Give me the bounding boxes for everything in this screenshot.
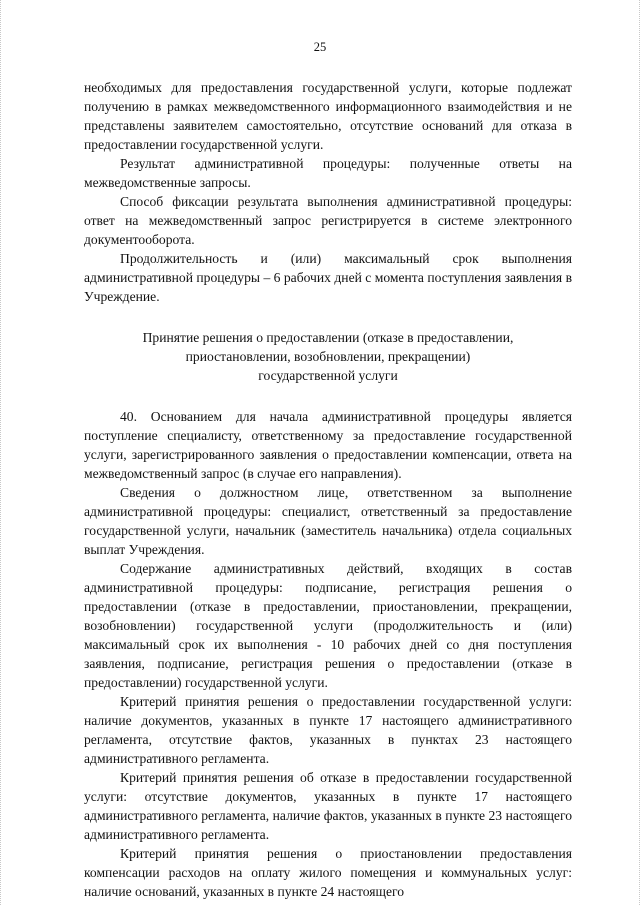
paragraph: Сведения о должностном лице, ответственном за выполнение административной процедуры: специалист, ответственный за предоставление государственной услуги, начальник (заместитель начальника) отдела социальных выплат Учреждения. [84,485,572,557]
paragraph: необходимых для предоставления государственной услуги, которые подлежат получению в рамках межведомственного информационного взаимодействия и не представлены заявителем самостоятельно, отсутствие оснований для отказа в предоставлении государственной услуги. [84,80,572,152]
page-number: 25 [313,40,327,54]
paragraph: Продолжительность и (или) максимальный срок выполнения административной процедуры – 6 рабочих дней с момента поступления заявления в Учреждение. [84,251,572,304]
scan-edge-left [0,0,7,905]
section-heading-line: государственной услуги [258,368,398,383]
paragraph: 40. Основанием для начала административной процедуры является поступление специалисту, ответственному за предоставление государственной услуги, зарегистрированного заявления о предоставлении компенсации, ответа на межведомственный запрос (в случае его направления). [84,409,572,481]
document-body [84,78,572,901]
paragraph: Содержание административных действий, входящих в состав административной процедуры: подписание, регистрация решения о предоставлении (отказе в предоставлении, приостановлении, прекращении, возобновлении) государственной услуги (продолжительность и (или) максимальный срок их выполнения - 10 рабочих дней со дня поступления заявления, подписание, регистрация решения о предоставлении (отказе в предоставлении) государственной услуги. [84,561,572,690]
paragraph: Результат административной процедуры: полученные ответы на межведомственные запросы. [84,156,572,190]
paragraph: Критерий принятия решения о предоставлении государственной услуги: наличие документов, указанных в пункте 17 настоящего административного регламента, отсутствие фактов, указанных в пунктах 23 настоящего административного регламента. [84,694,572,766]
paragraph: Критерий принятия решения об отказе в предоставлении государственной услуги: отсутствие документов, указанных в пункте 17 настоящего административного регламента, наличие фактов, указанных в пункте 23 настоящего административного регламента. [84,770,572,842]
section-heading [84,328,572,385]
paragraph: Критерий принятия решения о приостановлении предоставления компенсации расходов на оплату жилого помещения и коммунальных услуг: наличие оснований, указанных в пункте 24 настоящего [84,846,572,899]
section-heading-line: Принятие решения о предоставлении (отказе в предоставлении, [142,330,514,345]
paragraph: Способ фиксации результата выполнения административной процедуры: ответ на межведомственный запрос регистрируется в системе электронного документооборота. [84,194,572,247]
section-heading-line: приостановлении, возобновлении, прекращении) [185,349,471,364]
scan-edge-right [633,0,640,905]
